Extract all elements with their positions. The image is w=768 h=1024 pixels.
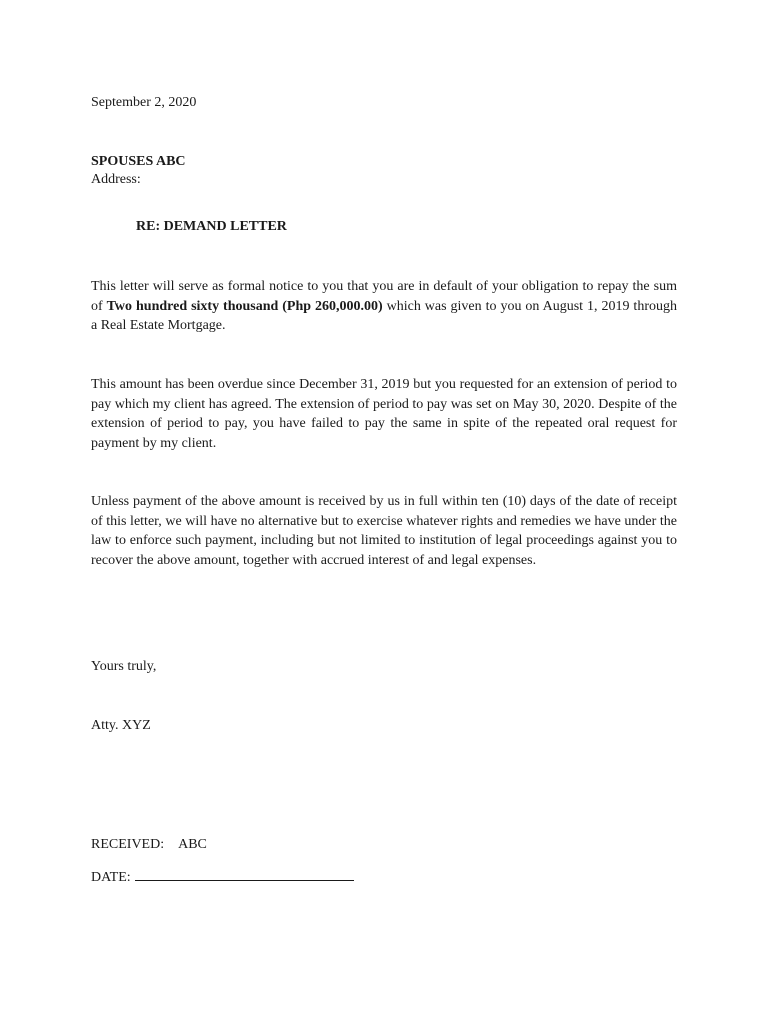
paragraph-1-text-start: This letter will serve as formal notice to you that you are in default of your obligation to repay the sum of: [91, 279, 677, 314]
received-label: RECEIVED:: [91, 837, 165, 852]
date-row: [91, 866, 354, 887]
signatory: Atty. XYZ: [91, 718, 151, 733]
letter-date: September 2, 2020: [91, 95, 197, 110]
date-label: DATE:: [91, 870, 131, 885]
date-blank-line[interactable]: [135, 866, 354, 881]
subject-line: RE: DEMAND LETTER: [136, 219, 287, 234]
paragraph-1-amount: Two hundred sixty thousand (Php 260,000.00): [106, 298, 383, 314]
closing: Yours truly,: [91, 659, 157, 674]
paragraph-1-text-end: which was given to you on August 1, 2019 through a Real Estate Mortgage.: [91, 298, 677, 333]
paragraph-3: Unless payment of the above amount is received by us in full within ten (10) days of the date of receipt of this letter, we will have no alternative but to exercise whatever rights and remedies we have under the law to enforce such payment, including but not limited to institution of legal proceedings against you to recover the above amount, together with accrued interest of and legal expenses.: [91, 494, 677, 568]
paragraph-1: [91, 277, 677, 336]
recipient-address-label: Address:: [91, 172, 141, 187]
recipient-name: SPOUSES ABC: [91, 154, 186, 169]
received-value: ABC: [178, 837, 207, 852]
paragraph-2: This amount has been overdue since December 31, 2019 but you requested for an extension of period to pay which my client has agreed. The extension of period to pay was set on May 30, 2020. Despite of the extension of period to pay, you have failed to pay the same in spite of the repeated oral request for payment by my client.: [91, 377, 677, 451]
received-row: [91, 836, 207, 854]
